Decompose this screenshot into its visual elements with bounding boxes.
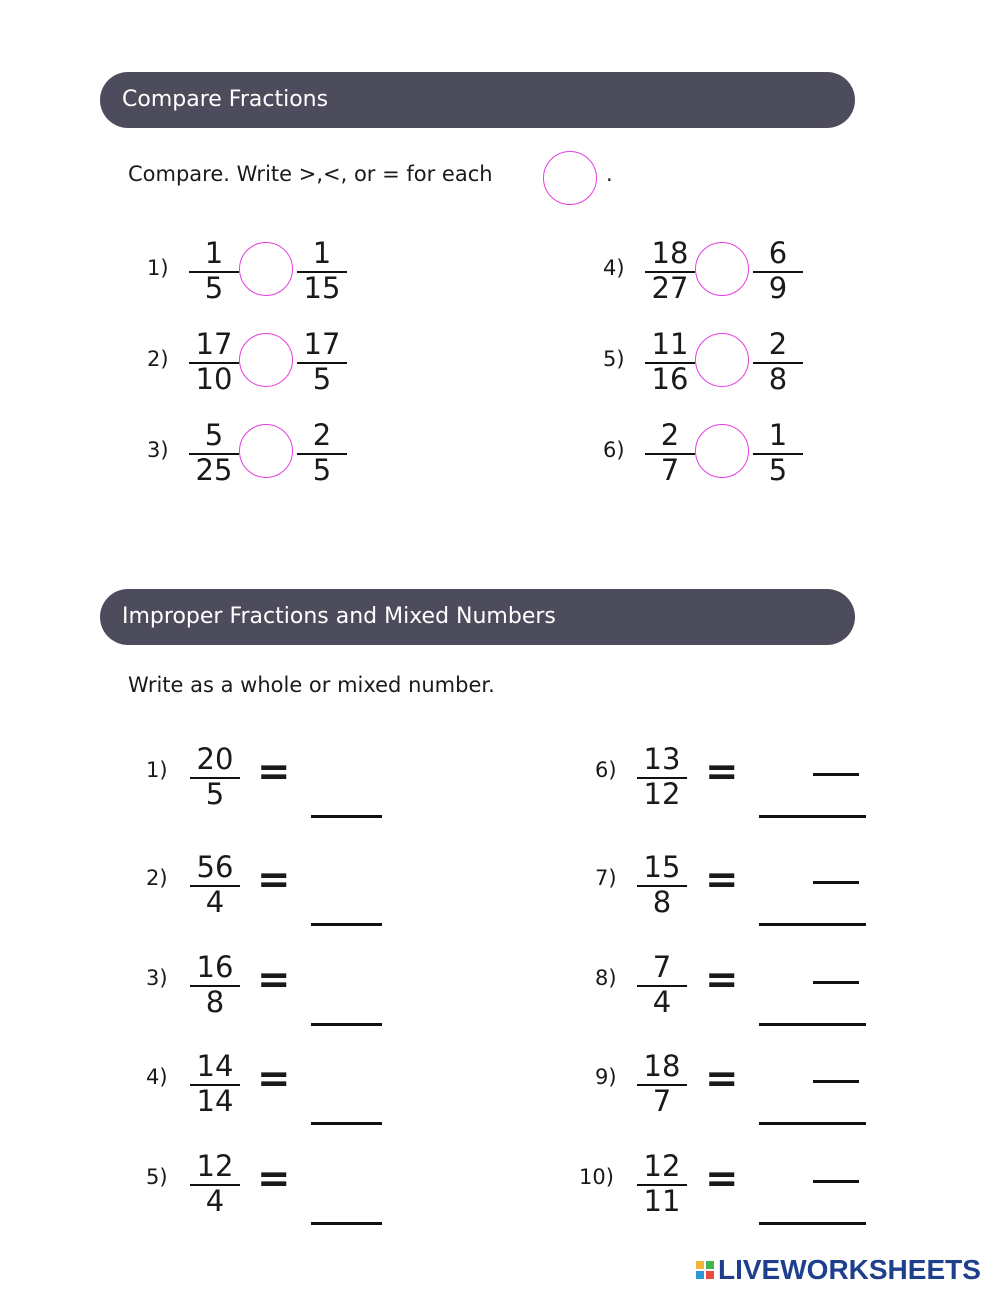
compare-right-fraction (297, 236, 347, 306)
improper-item-number: 5) (146, 1165, 168, 1189)
denominator: 14 (196, 1084, 234, 1118)
example-answer-circle (543, 151, 597, 205)
improper-item-number: 6) (595, 758, 617, 782)
denominator: 4 (205, 885, 225, 919)
denominator: 16 (651, 362, 689, 396)
answer-whole-line[interactable] (759, 1023, 866, 1026)
numerator: 56 (196, 850, 234, 884)
answer-line[interactable] (311, 1122, 382, 1125)
denominator: 5 (768, 453, 788, 487)
numerator: 11 (651, 327, 689, 361)
compare-right-fraction (297, 327, 347, 397)
improper-fraction (637, 1049, 687, 1119)
compare-left-fraction (189, 327, 239, 397)
improper-fraction (190, 1049, 240, 1119)
compare-left-fraction (189, 236, 239, 306)
numerator: 2 (768, 327, 788, 361)
improper-instruction: Write as a whole or mixed number. (128, 673, 495, 697)
numerator: 1 (768, 418, 788, 452)
compare-left-fraction (645, 418, 695, 488)
answer-numerator-line[interactable] (813, 981, 859, 984)
equals-sign: = (705, 957, 739, 1003)
denominator: 5 (204, 271, 224, 305)
equals-sign: = (705, 1156, 739, 1202)
denominator: 10 (195, 362, 233, 396)
numerator: 17 (195, 327, 233, 361)
answer-numerator-line[interactable] (813, 1080, 859, 1083)
numerator: 18 (651, 236, 689, 270)
numerator: 17 (303, 327, 341, 361)
answer-whole-line[interactable] (759, 1122, 866, 1125)
denominator: 7 (652, 1084, 672, 1118)
answer-numerator-line[interactable] (813, 881, 859, 884)
improper-item-number: 8) (595, 966, 617, 990)
denominator: 8 (205, 985, 225, 1019)
compare-answer-circle[interactable] (695, 333, 749, 387)
equals-sign: = (257, 749, 291, 795)
answer-whole-line[interactable] (759, 923, 866, 926)
improper-fraction (190, 1149, 240, 1219)
improper-item-number: 7) (595, 866, 617, 890)
logo-text: LIVEWORKSHEETS (718, 1254, 981, 1285)
denominator: 8 (768, 362, 788, 396)
compare-answer-circle[interactable] (239, 242, 293, 296)
numerator: 12 (643, 1149, 681, 1183)
improper-fraction (637, 742, 687, 812)
improper-fraction (190, 850, 240, 920)
denominator: 5 (312, 453, 332, 487)
improper-item-number: 2) (146, 866, 168, 890)
equals-sign: = (257, 1056, 291, 1102)
numerator: 20 (196, 742, 234, 776)
equals-sign: = (257, 857, 291, 903)
compare-left-fraction (645, 327, 695, 397)
section-improper-title: Improper Fractions and Mixed Numbers (100, 589, 855, 645)
compare-right-fraction (753, 327, 803, 397)
equals-sign: = (257, 1156, 291, 1202)
compare-item-number: 2) (147, 347, 169, 371)
numerator: 15 (643, 850, 681, 884)
compare-item-number: 5) (603, 347, 625, 371)
improper-item-number: 9) (595, 1065, 617, 1089)
compare-answer-circle[interactable] (239, 424, 293, 478)
compare-answer-circle[interactable] (695, 424, 749, 478)
compare-instruction-text: Compare. Write >,<, or = for each (128, 162, 493, 186)
answer-whole-line[interactable] (759, 815, 866, 818)
denominator: 5 (312, 362, 332, 396)
denominator: 9 (768, 271, 788, 305)
denominator: 12 (643, 777, 681, 811)
numerator: 1 (312, 236, 332, 270)
logo-blocks-icon (696, 1261, 714, 1279)
denominator: 4 (652, 985, 672, 1019)
liveworksheets-logo (696, 1252, 981, 1288)
equals-sign: = (705, 749, 739, 795)
improper-item-number: 3) (146, 966, 168, 990)
denominator: 8 (652, 885, 672, 919)
compare-left-fraction (645, 236, 695, 306)
numerator: 1 (204, 236, 224, 270)
section-compare-title: Compare Fractions (100, 72, 855, 128)
compare-left-fraction (189, 418, 239, 488)
answer-line[interactable] (311, 1023, 382, 1026)
numerator: 12 (196, 1149, 234, 1183)
answer-whole-line[interactable] (759, 1222, 866, 1225)
numerator: 6 (768, 236, 788, 270)
improper-fraction (190, 742, 240, 812)
improper-item-number: 4) (146, 1065, 168, 1089)
improper-item-number: 10) (579, 1165, 614, 1189)
denominator: 27 (651, 271, 689, 305)
compare-right-fraction (753, 236, 803, 306)
answer-line[interactable] (311, 1222, 382, 1225)
compare-answer-circle[interactable] (695, 242, 749, 296)
numerator: 7 (652, 950, 672, 984)
compare-item-number: 1) (147, 256, 169, 280)
improper-item-number: 1) (146, 758, 168, 782)
compare-item-number: 3) (147, 438, 169, 462)
compare-item-number: 6) (603, 438, 625, 462)
numerator: 5 (204, 418, 224, 452)
improper-fraction (190, 950, 240, 1020)
compare-instruction-end: . (606, 162, 613, 186)
numerator: 2 (312, 418, 332, 452)
compare-right-fraction (297, 418, 347, 488)
numerator: 16 (196, 950, 234, 984)
numerator: 14 (196, 1049, 234, 1083)
denominator: 7 (660, 453, 680, 487)
answer-line[interactable] (311, 923, 382, 926)
compare-instruction (128, 162, 493, 186)
improper-fraction (637, 1149, 687, 1219)
equals-sign: = (705, 857, 739, 903)
compare-right-fraction (753, 418, 803, 488)
answer-numerator-line[interactable] (813, 1180, 859, 1183)
answer-line[interactable] (311, 815, 382, 818)
denominator: 4 (205, 1184, 225, 1218)
equals-sign: = (705, 1056, 739, 1102)
denominator: 11 (643, 1184, 681, 1218)
compare-answer-circle[interactable] (239, 333, 293, 387)
numerator: 2 (660, 418, 680, 452)
compare-item-number: 4) (603, 256, 625, 280)
answer-numerator-line[interactable] (813, 773, 859, 776)
improper-fraction (637, 950, 687, 1020)
denominator: 25 (195, 453, 233, 487)
denominator: 15 (303, 271, 341, 305)
improper-fraction (637, 850, 687, 920)
numerator: 18 (643, 1049, 681, 1083)
numerator: 13 (643, 742, 681, 776)
denominator: 5 (205, 777, 225, 811)
equals-sign: = (257, 957, 291, 1003)
